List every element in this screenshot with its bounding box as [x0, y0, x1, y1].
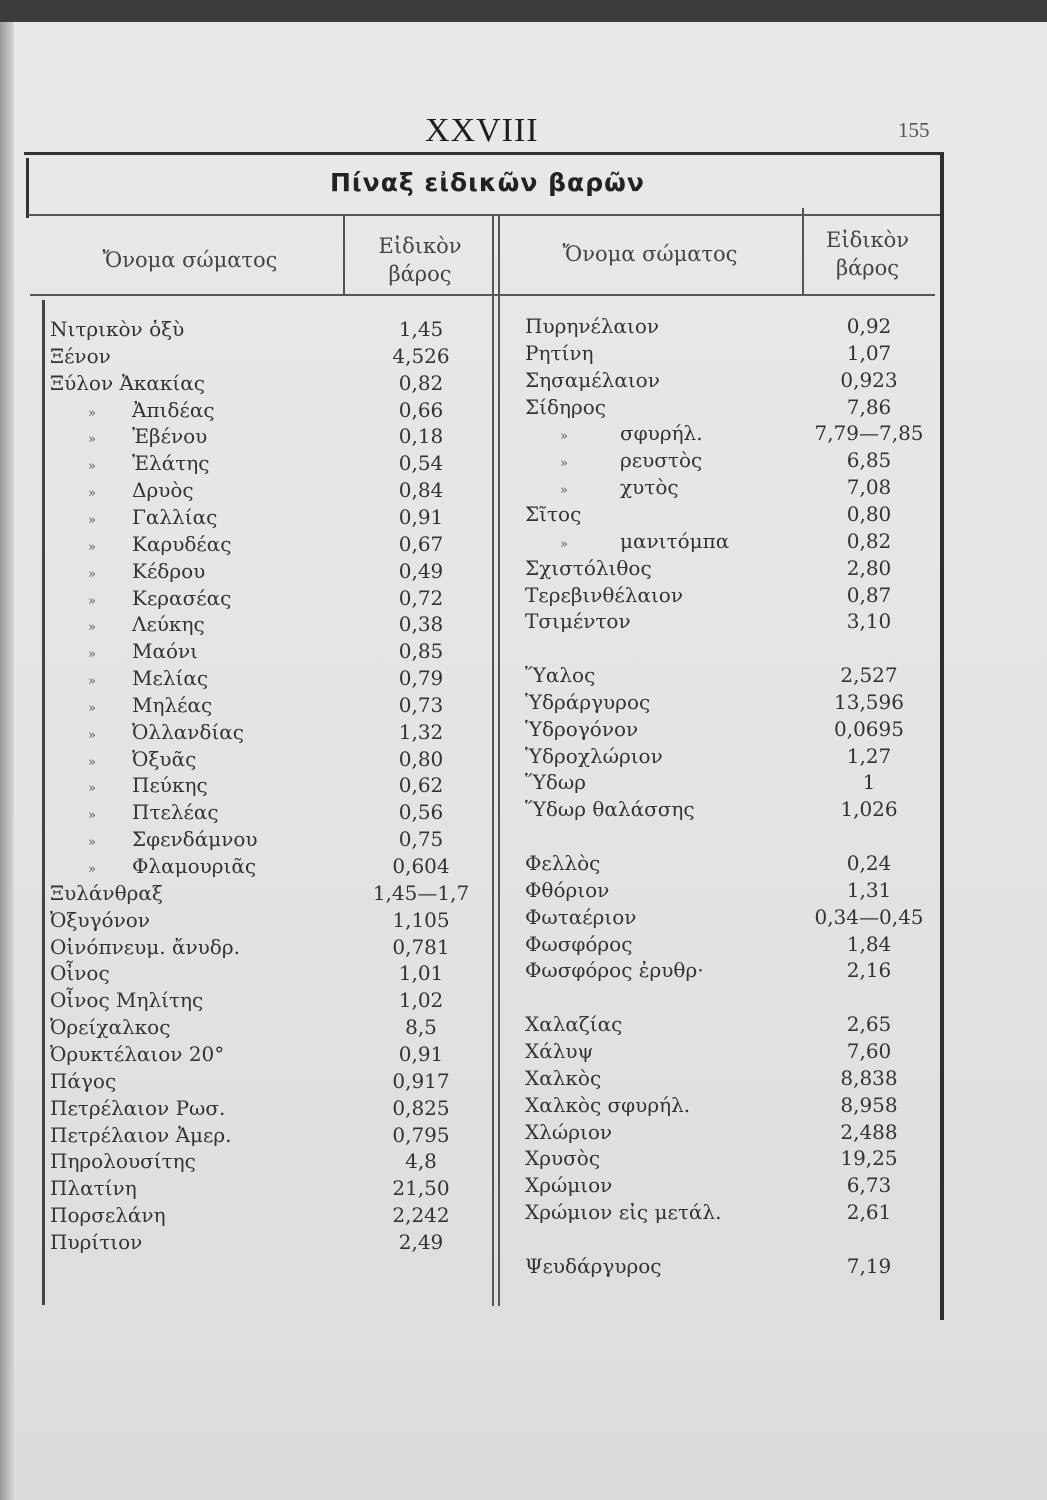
row-name-text: Σφενδάμνου	[132, 827, 258, 852]
table-row-name	[50, 960, 110, 987]
table-row-name	[50, 1148, 196, 1175]
ditto-mark: »	[88, 862, 96, 877]
table-row-value: 2,65	[846, 1012, 892, 1037]
table-row-value: 1,07	[846, 340, 892, 365]
table-row-value: 7,79—7,85	[814, 421, 924, 446]
row-name-text: Χρυσὸς	[525, 1146, 601, 1171]
table-row-value: 4,8	[405, 1149, 437, 1174]
row-name-text: Κέδρου	[132, 558, 206, 583]
table-row-value: 1,32	[398, 719, 444, 744]
row-name-text: Ἐλάτης	[132, 451, 210, 476]
row-name-text: Κερασέας	[132, 585, 232, 610]
ditto-mark: »	[88, 432, 96, 448]
table-frame-left	[26, 158, 29, 218]
table-row-value: 13,596	[834, 689, 904, 714]
row-name-text: Οἶνος Μηλίτης	[50, 988, 204, 1013]
row-name-text: Ἀπιδέας	[132, 397, 215, 422]
right-name-header: Ὄνομα σώματος	[562, 242, 738, 266]
table-row-value: 4,526	[392, 343, 450, 368]
table-row-value: 0,75	[398, 827, 444, 852]
row-name-text: Γαλλίας	[132, 504, 218, 529]
row-name-text: Ὀρείχαλκος	[50, 1015, 171, 1040]
row-name-text: Χρώμιον εἰς μετάλ.	[525, 1200, 722, 1225]
table-row-value: 0,49	[398, 558, 444, 583]
row-name-text: Πηρολουσίτης	[50, 1149, 196, 1174]
table-row-name	[50, 316, 184, 343]
left-name-header: Ὄνομα σώματος	[102, 248, 278, 272]
table-row-value: 0,0695	[834, 716, 904, 741]
table-row-value: 0,781	[392, 934, 450, 959]
table-row-name	[50, 370, 205, 397]
table-title: Πίναξ εἰδικῶν βαρῶν	[330, 168, 645, 197]
table-row-value: 0,34—0,45	[814, 904, 924, 929]
table-row-value: 1,84	[846, 931, 892, 956]
left-header-divider	[343, 216, 345, 296]
table-row-name	[50, 1229, 142, 1256]
ditto-mark: »	[88, 727, 96, 743]
ditto-mark: »	[560, 429, 568, 445]
row-name-text: Μαόνι	[132, 639, 199, 664]
table-row-value: 0,80	[398, 746, 444, 771]
row-name-text: Ὑδρογόνον	[525, 716, 639, 741]
row-name-text: Ὑδροχλώριον	[525, 743, 663, 768]
table-row-name	[525, 1011, 622, 1038]
right-value-header-line1: Εἰδικὸν	[826, 228, 909, 252]
table-row-name	[525, 1038, 593, 1065]
ditto-mark: »	[88, 539, 96, 555]
table-row-name	[525, 501, 581, 528]
table-row-value: 0,56	[398, 800, 444, 825]
table-row-name	[525, 1172, 612, 1199]
table-row-name	[50, 1014, 170, 1041]
row-name-text: Ὀλλανδίας	[132, 719, 245, 744]
table-row-value: 1,45—1,7	[372, 880, 470, 905]
table-row-value: 0,62	[398, 773, 444, 798]
row-name-text: Φωσφόρος	[525, 931, 633, 956]
table-row-value: 8,5	[405, 1015, 437, 1040]
row-name-text: Ὕδωρ θαλάσσης	[525, 797, 695, 822]
table-row-value: 1,105	[392, 907, 450, 932]
table-row-name	[525, 1092, 690, 1119]
table-top-rule	[24, 152, 944, 155]
row-name-text: Ξύλον Ἀκακίας	[50, 370, 205, 395]
row-name-text: Πυρίτιον	[50, 1229, 143, 1254]
table-row-value: 19,25	[840, 1146, 898, 1171]
page-number: 155	[898, 118, 930, 142]
table-row-value: 0,91	[398, 504, 444, 529]
row-name-text: Πετρέλαιον Ἀμερ.	[50, 1122, 232, 1147]
table-row-name	[50, 1202, 166, 1229]
table-row-name	[525, 957, 704, 984]
row-name-text: Χάλυψ	[525, 1038, 594, 1063]
ditto-mark: »	[88, 700, 96, 716]
row-name-text: Ὑδράργυρος	[525, 689, 651, 714]
table-row-value: 1,45	[398, 317, 444, 341]
table-row-value: 1,31	[846, 877, 892, 902]
row-name-text: Πεύκης	[132, 773, 208, 798]
table-row-name	[525, 367, 660, 394]
row-name-text: Φελλὸς	[525, 851, 601, 875]
table-row-value: 7,08	[846, 475, 892, 500]
ditto-mark: »	[560, 456, 568, 472]
table-row-name	[525, 1253, 661, 1280]
table-row-value: 0,54	[398, 451, 444, 476]
right-value-header	[800, 226, 935, 282]
table-row-value: 0,79	[398, 666, 444, 691]
ditto-mark: »	[88, 808, 96, 824]
table-row-name	[525, 877, 609, 904]
row-name-text: Ξυλάνθραξ	[50, 880, 163, 905]
table-row-name	[525, 1119, 612, 1146]
row-name-text: Τσιμέντον	[525, 609, 631, 634]
table-row-name	[50, 1041, 224, 1068]
right-header-divider	[802, 208, 804, 296]
ditto-mark: »	[88, 674, 96, 690]
row-name-text: Ὀξυᾶς	[132, 746, 197, 771]
ditto-mark: »	[560, 483, 568, 499]
table-row-value: 0,72	[398, 585, 444, 610]
row-name-text: Σῖτος	[525, 501, 582, 526]
table-row-value: 0,66	[398, 397, 444, 422]
table-row-value: 2,61	[846, 1200, 892, 1225]
table-row-value: 0,87	[846, 582, 892, 607]
table-row-value: 1,27	[846, 743, 892, 768]
table-row-name	[525, 1145, 600, 1172]
right-value-header-line2: βάρος	[835, 256, 900, 280]
row-name-text: Φλαμουριᾶς	[132, 854, 257, 878]
row-name-text: Φωταέριον	[525, 904, 637, 929]
table-row-name	[50, 880, 163, 907]
ditto-mark: »	[88, 512, 96, 528]
row-name-text: Μελίας	[132, 666, 209, 691]
ditto-mark: »	[88, 835, 96, 851]
ditto-mark: »	[88, 566, 96, 582]
row-name-text: Σησαμέλαιον	[525, 367, 660, 392]
table-row-value: 2,16	[846, 958, 892, 983]
table-row-value: 0,91	[398, 1041, 444, 1066]
row-name-text: χυτὸς	[620, 475, 679, 500]
table-row-name	[50, 987, 203, 1014]
row-name-text: Ξένον	[50, 343, 111, 368]
row-name-text: Λεύκης	[132, 612, 205, 637]
table-row-value: 0,38	[398, 612, 444, 637]
table-row-value: 3,10	[846, 609, 892, 634]
row-name-text: Τερεβινθέλαιον	[525, 582, 684, 607]
table-row-name	[525, 662, 595, 689]
row-name-text: Ὀξυγόνον	[50, 907, 150, 932]
row-name-text: Χαλκὸς σφυρήλ.	[525, 1092, 691, 1117]
row-name-text: Πάγος	[50, 1068, 117, 1093]
row-name-text: σφυρήλ.	[620, 421, 703, 446]
table-row-name	[525, 313, 659, 340]
table-row-name	[525, 931, 632, 958]
row-name-text: Μηλέας	[132, 692, 213, 717]
table-row-value: 1,026	[840, 797, 898, 822]
row-name-text: Φωσφόρος ἐρυθρ·	[525, 958, 704, 983]
table-row-name	[525, 1199, 721, 1226]
row-name-text: Σχιστόλιθος	[525, 555, 652, 580]
table-row-name	[525, 769, 586, 796]
page-edge-shadow	[0, 22, 14, 1500]
table-row-name	[525, 716, 638, 743]
row-name-text: Ὀρυκτέλαιον 20°	[50, 1041, 225, 1066]
center-divider-b	[498, 216, 500, 1306]
row-name-text: Πλατίνη	[50, 1176, 137, 1201]
row-name-text: Καρυδέας	[132, 531, 232, 556]
row-name-text: Δρυὸς	[132, 478, 194, 503]
row-name-text: Χαλκὸς	[525, 1065, 602, 1090]
row-name-text: Ψευδάργυρος	[525, 1253, 662, 1278]
row-name-text: Πορσελάνη	[50, 1203, 166, 1228]
ditto-mark: »	[88, 781, 96, 797]
table-row-value: 2,488	[840, 1119, 898, 1144]
table-row-name	[525, 340, 594, 367]
ditto-mark: »	[88, 405, 96, 421]
table-row-value: 0,18	[398, 424, 444, 449]
row-name-text: Νιτρικὸν ὀξὺ	[50, 317, 185, 341]
ditto-mark: »	[560, 536, 568, 552]
table-row-value: 0,67	[398, 531, 444, 556]
table-row-value: 8,958	[840, 1092, 898, 1117]
table-row-name	[525, 1065, 601, 1092]
row-name-text: Χαλαζίας	[525, 1012, 623, 1037]
table-row-value: 6,85	[846, 448, 892, 473]
table-row-value: 0,73	[398, 692, 444, 717]
table-row-value: 8,838	[840, 1065, 898, 1090]
table-row-value: 2,49	[398, 1229, 444, 1254]
row-name-text: Πτελέας	[132, 800, 219, 825]
table-frame-left-inner	[42, 300, 45, 1305]
center-divider-a	[492, 216, 494, 1306]
table-row-name	[525, 555, 652, 582]
row-name-text: Πετρέλαιον Ρωσ.	[50, 1095, 226, 1120]
table-row-value: 1,02	[398, 988, 444, 1013]
ditto-mark: »	[88, 647, 96, 663]
table-row-name	[50, 1068, 116, 1095]
table-row-name	[525, 743, 663, 770]
table-row-name	[525, 689, 650, 716]
table-row-value: 0,82	[846, 528, 892, 553]
row-name-text: Πυρηνέλαιον	[525, 314, 660, 338]
table-row-value: 0,923	[840, 367, 898, 392]
table-row-name	[50, 907, 150, 934]
table-row-name	[50, 1175, 137, 1202]
ditto-mark: »	[88, 754, 96, 770]
table-row-value: 7,19	[846, 1253, 892, 1278]
table-row-name	[50, 934, 240, 961]
left-value-header	[345, 232, 495, 288]
row-name-text: μανιτόμπα	[620, 528, 730, 553]
row-name-text: Οἶνος	[50, 961, 110, 986]
left-value-header-line2: βάρος	[388, 262, 452, 286]
table-row-value: 0,917	[392, 1068, 450, 1093]
row-name-text: Χλώριον	[525, 1119, 613, 1144]
table-row-value: 0,80	[846, 501, 892, 526]
row-name-text: Ὕδωρ	[525, 770, 586, 795]
ditto-mark: »	[88, 620, 96, 636]
table-row-value: 6,73	[846, 1173, 892, 1198]
row-name-text: Ἐβένου	[132, 424, 208, 449]
table-row-name	[50, 1122, 231, 1149]
table-row-value: 1,01	[398, 961, 444, 986]
table-row-value: 0,82	[398, 370, 444, 395]
row-name-text: Ρητίνη	[525, 340, 594, 365]
table-row-value: 0,92	[846, 314, 892, 338]
ditto-mark: »	[88, 593, 96, 609]
table-row-value: 7,86	[846, 394, 892, 419]
table-frame-right	[940, 155, 944, 1320]
table-row-name	[525, 904, 636, 931]
table-row-value: 2,242	[392, 1203, 450, 1228]
table-row-name	[50, 1095, 225, 1122]
left-value-header-line1: Εἰδικὸν	[378, 234, 462, 258]
table-row-value: 2,527	[840, 663, 898, 688]
row-name-text: Οἰνόπνευμ. ἄνυδρ.	[50, 934, 240, 959]
table-row-value: 0,795	[392, 1122, 450, 1147]
table-row-name	[50, 343, 111, 370]
header-bottom-rule	[30, 294, 935, 296]
table-row-name	[525, 796, 695, 823]
table-row-value: 0,84	[398, 478, 444, 503]
table-row-name	[525, 582, 683, 609]
ditto-mark: »	[88, 486, 96, 502]
row-name-text: Φθόριον	[525, 877, 610, 902]
table-row-value: 1	[862, 770, 876, 795]
row-name-text: ρευστὸς	[620, 448, 703, 473]
page-heading: XXVIII	[425, 112, 539, 149]
row-name-text: Σίδηρος	[525, 394, 607, 419]
table-row-value: 0,24	[846, 851, 892, 875]
table-row-value: 21,50	[392, 1176, 450, 1201]
table-row-value: 0,604	[392, 854, 450, 878]
table-row-value: 0,825	[392, 1095, 450, 1120]
table-row-name	[525, 850, 600, 877]
row-name-text: Χρώμιον	[525, 1173, 613, 1198]
row-name-text: Ὕαλος	[525, 663, 596, 688]
table-row-value: 2,80	[846, 555, 892, 580]
table-row-value: 0,85	[398, 639, 444, 664]
table-row-name	[525, 394, 606, 421]
table-row-name	[525, 608, 631, 635]
table-row-value: 7,60	[846, 1038, 892, 1063]
ditto-mark: »	[88, 459, 96, 475]
